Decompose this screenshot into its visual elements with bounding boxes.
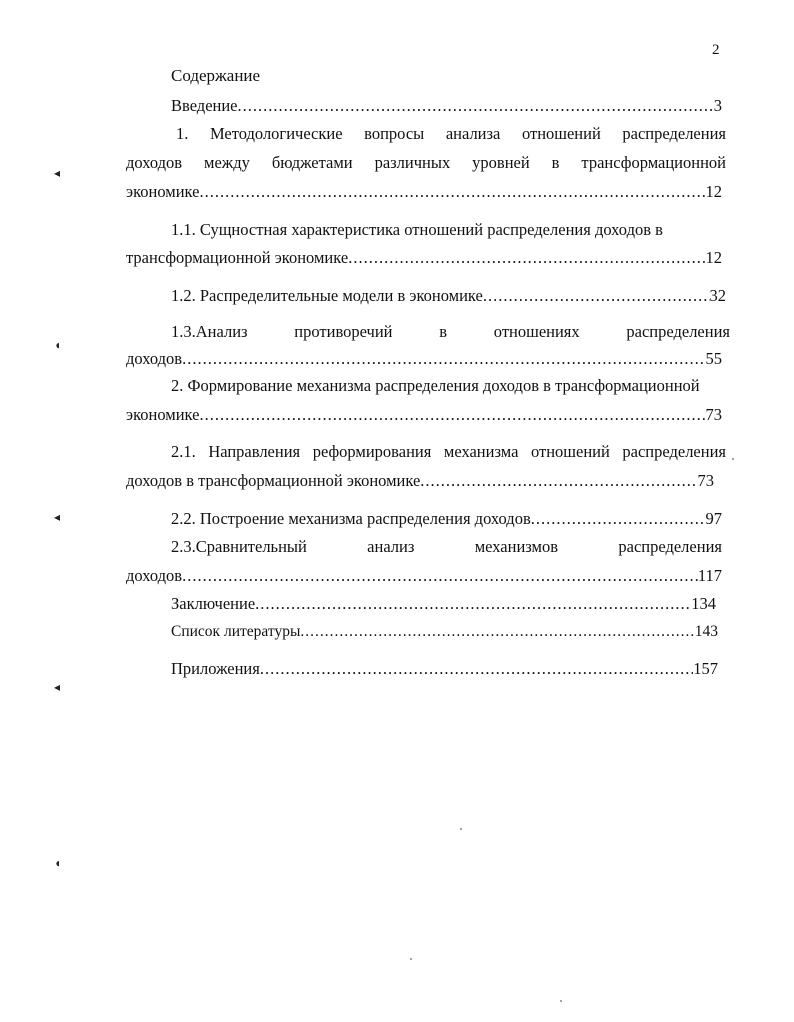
toc-conclusion-title: Заключение — [171, 594, 256, 613]
toc-s23-title-end: доходов — [126, 566, 183, 585]
leader-dots — [182, 349, 705, 369]
page-number: 2 — [712, 42, 720, 58]
scan-speck — [410, 958, 412, 960]
toc-s13-page: 55 — [705, 349, 722, 368]
toc-s21-page: 73 — [697, 471, 714, 490]
margin-mark: ◂ — [54, 510, 61, 524]
toc-intro-title: Введение — [171, 96, 238, 115]
toc-s22 — [171, 509, 722, 529]
toc-appendices-page: 157 — [693, 659, 718, 678]
leader-dots — [182, 566, 698, 586]
toc-references — [171, 622, 718, 642]
toc-s13-title-end: доходов — [126, 349, 183, 368]
toc-heading: Содержание — [171, 66, 261, 85]
scan-speck — [732, 458, 734, 460]
toc-s13-line1: 1.3.Анализ противоречий в отношениях распределения — [171, 322, 730, 341]
margin-mark: ◂ — [54, 680, 61, 694]
leader-dots — [531, 509, 706, 529]
toc-ch2-line1: 2. Формирование механизма распределения доходов в трансформационной — [171, 376, 700, 395]
toc-s21-title-end: доходов в трансформационной экономике — [126, 471, 421, 490]
scan-speck — [560, 1000, 562, 1002]
toc-s21-line1: 2.1. Направления реформирования механизма отношений распределения — [171, 442, 726, 461]
toc-s23-line2 — [126, 566, 722, 586]
toc-s21-line2 — [126, 471, 714, 491]
toc-s23-page: 117 — [697, 566, 722, 585]
toc-s23-line1: 2.3.Сравнительный анализ механизмов распределения — [171, 537, 722, 556]
toc-conclusion-page: 134 — [691, 594, 716, 613]
toc-intro-page: 3 — [713, 96, 722, 115]
leader-dots — [260, 659, 693, 679]
toc-ch1-page: 12 — [705, 182, 722, 201]
toc-s12 — [171, 286, 726, 306]
leader-dots — [199, 182, 705, 202]
toc-s11-line1: 1.1. Сущностная характеристика отношений распределения доходов в — [171, 220, 663, 239]
toc-s11-title-end: трансформационной экономике — [126, 248, 349, 267]
toc-appendices-title: Приложения — [171, 659, 260, 678]
toc-s13-line2 — [126, 349, 722, 369]
margin-mark: ◖ — [54, 856, 62, 870]
toc-ch2-page: 73 — [705, 405, 722, 424]
leader-dots — [255, 594, 691, 614]
leader-dots — [238, 96, 714, 116]
toc-ch1-line3 — [126, 182, 722, 202]
margin-mark: ◂ — [54, 166, 61, 180]
toc-ch2-title-end: экономике — [126, 405, 200, 424]
leader-dots — [300, 622, 694, 642]
toc-appendices — [171, 659, 718, 679]
leader-dots — [199, 405, 705, 425]
toc-s11-line2 — [126, 248, 722, 268]
toc-s12-page: 32 — [709, 286, 726, 305]
toc-ch1-line1: 1. Методологические вопросы анализа отношений распределения — [176, 124, 726, 143]
toc-references-title: Список литературы — [171, 623, 301, 640]
toc-ch1-title-end: экономике — [126, 182, 200, 201]
leader-dots — [348, 248, 705, 268]
toc-s12-title: 1.2. Распределительные модели в экономике — [171, 286, 483, 305]
toc-s22-page: 97 — [705, 509, 722, 528]
toc-intro — [171, 96, 722, 116]
leader-dots — [483, 286, 710, 306]
toc-ch1-line2: доходов между бюджетами различных уровней в трансформационной — [126, 153, 726, 172]
toc-conclusion — [171, 594, 716, 614]
leader-dots — [420, 471, 697, 491]
toc-s11-page: 12 — [705, 248, 722, 267]
toc-ch2-line2 — [126, 405, 722, 425]
toc-references-page: 143 — [694, 623, 718, 640]
scan-speck — [460, 828, 462, 830]
toc-s22-title: 2.2. Построение механизма распределения доходов — [171, 509, 531, 528]
margin-mark: ◖ — [54, 338, 62, 352]
